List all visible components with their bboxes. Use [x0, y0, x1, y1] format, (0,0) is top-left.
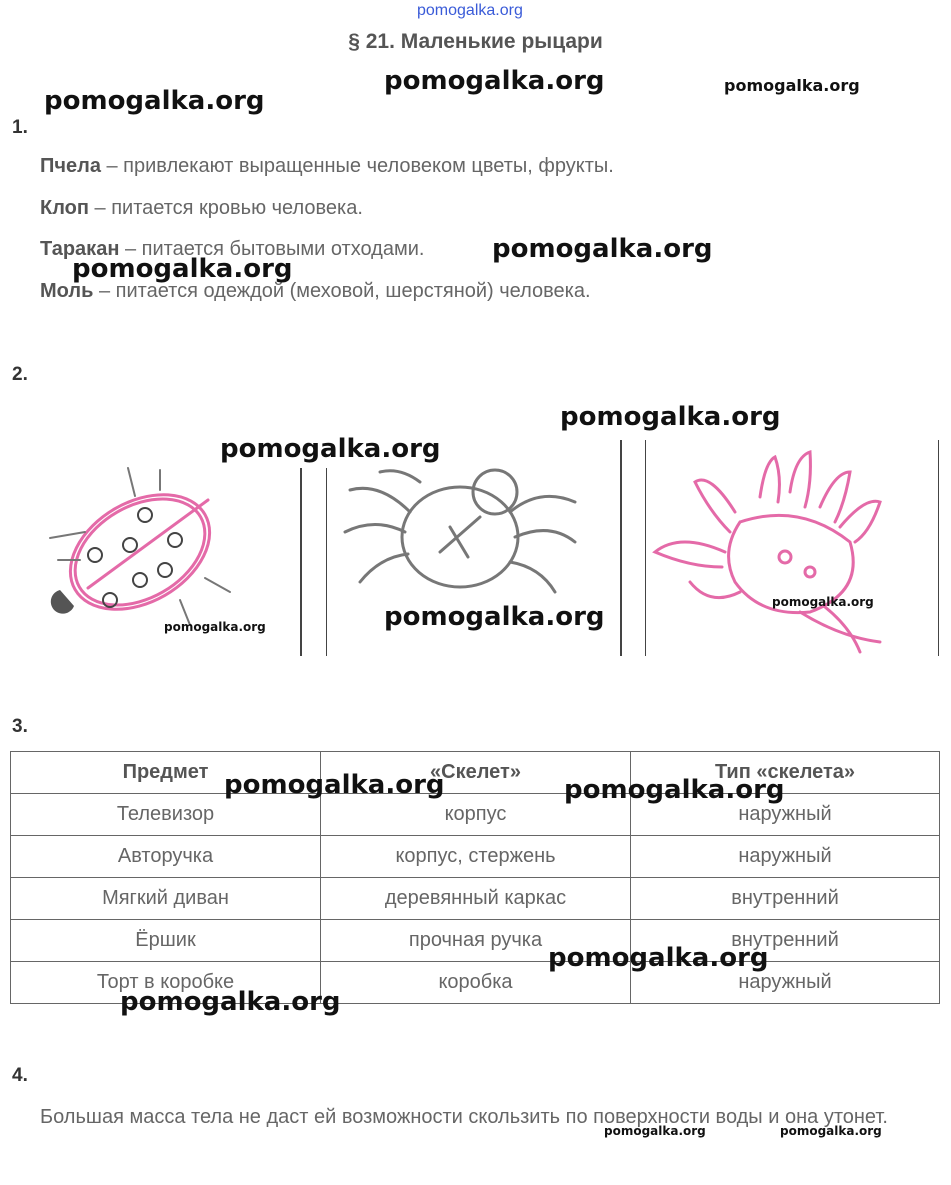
page-title: § 21. Маленькие рыцари — [348, 30, 603, 53]
watermark: pomogalka.org — [780, 1124, 882, 1138]
task-1-number: 1. — [12, 117, 28, 138]
watermark: pomogalka.org — [772, 595, 874, 609]
table-cell: внутренний — [631, 878, 940, 920]
task-2-number: 2. — [12, 364, 28, 385]
task-3-number: 3. — [12, 716, 28, 737]
desc-bedbug: – питается кровью человека. — [88, 197, 363, 219]
table-cell: наружный — [631, 962, 940, 1004]
desc-cockroach: – питается бытовыми отходами. — [119, 238, 425, 260]
table-cell: внутренний — [631, 920, 940, 962]
watermark: pomogalka.org — [384, 602, 605, 632]
table-row — [11, 794, 940, 836]
table-cell: корпус — [321, 794, 631, 836]
term-cockroach: Таракан — [40, 238, 120, 260]
watermark: pomogalka.org — [560, 402, 781, 432]
panel-divider — [326, 468, 327, 656]
watermark: pomogalka.org — [44, 86, 265, 116]
desc-moth: – питается одеждой (меховой, шерстяной) человека. — [93, 280, 591, 302]
term-bee: Пчела — [40, 155, 101, 177]
table-header-row — [11, 752, 940, 794]
table-row — [11, 920, 940, 962]
ladybug-drawing — [40, 460, 240, 635]
watermark: pomogalka.org — [224, 770, 445, 800]
table-row — [11, 878, 940, 920]
table-cell: Ёршик — [11, 920, 321, 962]
skeleton-table — [10, 751, 940, 1004]
watermark: pomogalka.org — [72, 254, 293, 284]
desc-bee: – привлекают выращенные человеком цветы, фрукты. — [100, 155, 614, 177]
watermark: pomogalka.org — [164, 620, 266, 634]
term-bedbug: Клоп — [40, 197, 89, 219]
watermark: pomogalka.org — [604, 1124, 706, 1138]
spider-drawing — [340, 462, 580, 602]
watermark: pomogalka.org — [384, 66, 605, 96]
column-header: Предмет — [11, 752, 321, 794]
watermark: pomogalka.org — [492, 234, 713, 264]
table-cell: наружный — [631, 836, 940, 878]
term-moth: Моль — [40, 280, 94, 302]
watermark: pomogalka.org — [724, 76, 860, 95]
table-cell: Мягкий диван — [11, 878, 321, 920]
table-cell: наружный — [631, 794, 940, 836]
task-1-line-bedbug — [40, 197, 363, 220]
watermark: pomogalka.org — [220, 434, 441, 464]
panel-divider — [300, 468, 302, 656]
table-cell: корпус, стержень — [321, 836, 631, 878]
watermark: pomogalka.org — [548, 943, 769, 973]
panel-divider — [645, 440, 646, 656]
table-cell: коробка — [321, 962, 631, 1004]
ladybug-head-icon — [51, 590, 74, 614]
table-row — [11, 836, 940, 878]
watermark: pomogalka.org — [120, 987, 341, 1017]
table-cell: прочная ручка — [321, 920, 631, 962]
table-cell: деревянный каркас — [321, 878, 631, 920]
table-cell: Авторучка — [11, 836, 321, 878]
top-watermark: pomogalka.org — [417, 2, 523, 19]
watermark: pomogalka.org — [564, 775, 785, 805]
task-4-number: 4. — [12, 1065, 28, 1086]
panel-divider — [938, 440, 939, 656]
crab-drawing — [650, 442, 890, 657]
task-4-answer: Большая масса тела не даст ей возможности скользить по поверхности воды и она утонет. — [40, 1106, 888, 1128]
table-cell: Телевизор — [11, 794, 321, 836]
column-header: «Скелет» — [321, 752, 631, 794]
table-cell: Торт в коробке — [11, 962, 321, 1004]
panel-divider — [620, 440, 622, 656]
task-1-line-bee — [40, 155, 614, 178]
column-header: Тип «скелета» — [631, 752, 940, 794]
